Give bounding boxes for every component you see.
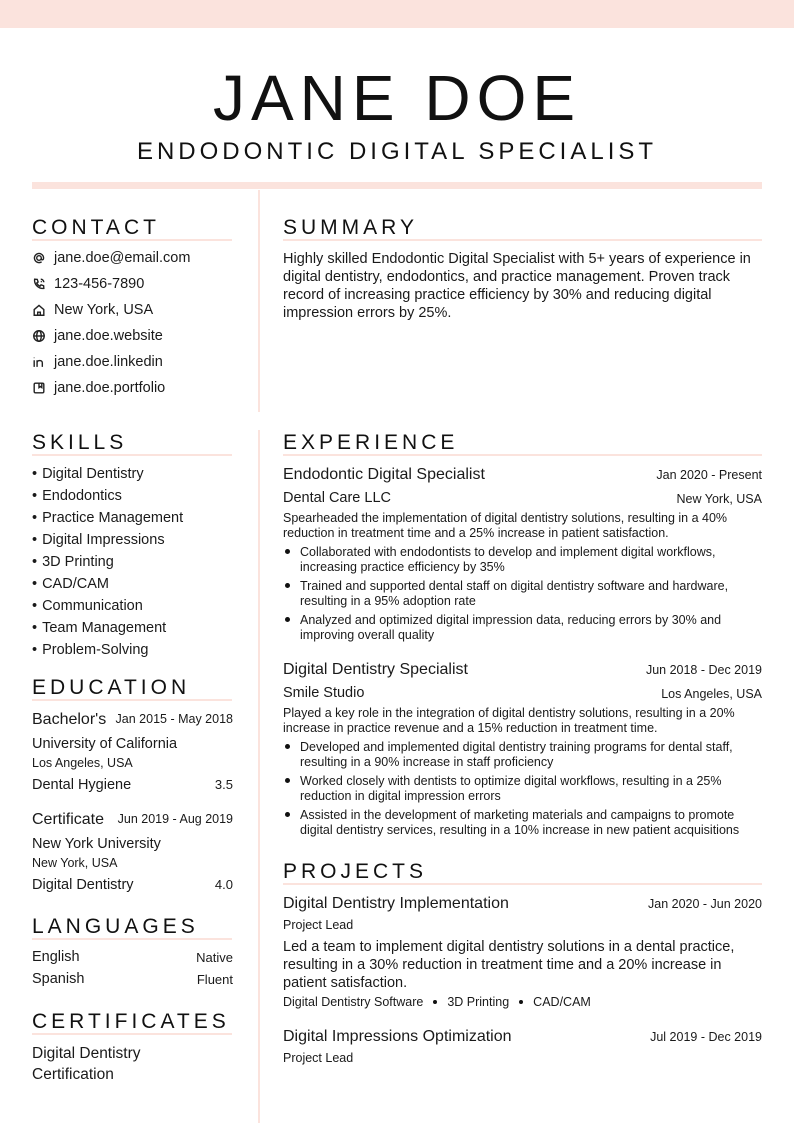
- contact-location-text: New York, USA: [54, 302, 154, 318]
- language-name: English: [32, 949, 80, 965]
- education-heading: EDUCATION: [32, 676, 191, 699]
- skill-item: • Digital Impressions: [32, 531, 165, 549]
- tag-separator: [519, 1000, 523, 1004]
- bullet-text: Analyzed and optimized digital impression data, reducing errors by 30% and improving overall quality: [300, 613, 722, 642]
- skill-item: • Practice Management: [32, 509, 183, 527]
- experience-description: Spearheaded the implementation of digital dentistry solutions, resulting in a 40% reduction in treatment time and a 25% increase in patient satisfaction.: [283, 511, 728, 540]
- bullet-text: Collaborated with endodontists to develop and implement digital workflows, increasing practice efficiency by 35%: [300, 545, 716, 574]
- contact-website[interactable]: [32, 326, 163, 346]
- contact-rule: [32, 239, 232, 241]
- education-dates: Jan 2015 - May 2018: [115, 712, 233, 726]
- job-title: ENDODONTIC DIGITAL SPECIALIST: [136, 138, 658, 165]
- column-divider-top: [258, 190, 260, 412]
- experience-bullet: [283, 808, 763, 838]
- languages-heading: LANGUAGES: [32, 915, 199, 938]
- certificate-name-line1: Digital Dentistry: [32, 1045, 141, 1062]
- experience-company: Dental Care LLC: [283, 490, 391, 506]
- experience-bullet: [283, 613, 763, 643]
- language-level: Native: [196, 950, 233, 965]
- education-location: Los Angeles, USA: [32, 756, 133, 770]
- education-dates: Jun 2019 - Aug 2019: [117, 812, 233, 826]
- experience-dates: Jan 2020 - Present: [656, 468, 762, 482]
- education-gpa: 3.5: [214, 777, 233, 792]
- project-tag: Digital Dentistry Software: [283, 995, 424, 1009]
- project-dates: Jul 2019 - Dec 2019: [650, 1030, 762, 1044]
- project-tag: 3D Printing: [447, 995, 510, 1009]
- candidate-name: JANE DOE: [212, 62, 582, 134]
- project-tag: CAD/CAM: [533, 995, 591, 1009]
- project-description: Led a team to implement digital dentistry solutions in a dental practice, resulting in a 30% reduction in treatment time and a 20% increase in patient satisfaction.: [283, 939, 735, 991]
- tag-separator: [433, 1000, 437, 1004]
- contact-portfolio[interactable]: [32, 378, 165, 398]
- skill-item: • 3D Printing: [32, 553, 114, 571]
- summary-rule: [283, 239, 762, 241]
- certificates-heading: CERTIFICATES: [32, 1010, 230, 1033]
- language-level: Fluent: [196, 972, 233, 987]
- skill-item: • Digital Dentistry: [32, 465, 144, 483]
- experience-bullet: [283, 579, 763, 609]
- skill-item: • Endodontics: [32, 487, 122, 505]
- project-name: Digital Dentistry Implementation: [283, 895, 509, 912]
- experience-dates: Jun 2018 - Dec 2019: [645, 663, 762, 677]
- projects-rule: [283, 883, 762, 885]
- experience-location: New York, USA: [676, 492, 762, 506]
- bullet-text: Assisted in the development of marketing materials and campaigns to promote digital dentistry services, resulting in a 10% increase in new patient acquisitions: [300, 808, 740, 837]
- education-field: Digital Dentistry: [32, 877, 134, 893]
- education-degree: Certificate: [32, 811, 105, 828]
- top-accent-band: [0, 0, 794, 28]
- bullet-text: Developed and implemented digital dentistry training programs for dental staff, resulting in a 90% increase in staff proficiency: [300, 740, 733, 769]
- home-icon: [32, 303, 46, 317]
- contact-phone[interactable]: [32, 274, 144, 294]
- experience-description: Played a key role in the integration of digital dentistry solutions, resulting in a 20% increase in practice revenue and a 15% reduction in treatment time.: [283, 706, 735, 735]
- bullet-text: Trained and supported dental staff on digital dentistry software and hardware, resulting in a 95% adoption rate: [300, 579, 729, 608]
- contact-website-text: jane.doe.website: [54, 328, 163, 344]
- portfolio-icon: [32, 381, 46, 395]
- education-location: New York, USA: [32, 856, 118, 870]
- contact-linkedin-text: jane.doe.linkedin: [54, 354, 163, 370]
- projects-heading: PROJECTS: [283, 860, 428, 883]
- contact-heading: CONTACT: [32, 216, 160, 239]
- project-role: Project Lead: [283, 918, 354, 932]
- education-field: Dental Hygiene: [32, 777, 132, 793]
- skills-rule: [32, 454, 232, 456]
- bullet-text: Worked closely with dentists to optimize digital workflows, resulting in a 25% reduction in digital impression errors: [300, 774, 722, 803]
- contact-phone-text: 123-456-7890: [54, 276, 145, 292]
- column-divider-bottom: [258, 430, 260, 1123]
- experience-location: Los Angeles, USA: [661, 687, 762, 701]
- experience-heading: EXPERIENCE: [283, 431, 459, 454]
- linkedin-icon: [32, 355, 46, 369]
- education-gpa: 4.0: [214, 877, 233, 892]
- experience-company: Smile Studio: [283, 685, 365, 701]
- project-name: Digital Impressions Optimization: [283, 1028, 512, 1045]
- experience-bullet: [283, 740, 763, 770]
- at-icon: [32, 251, 46, 265]
- education-degree: Bachelor's: [32, 711, 107, 728]
- experience-rule: [283, 454, 762, 456]
- project-tags: [283, 995, 591, 1009]
- education-rule: [32, 699, 232, 701]
- phone-icon: [32, 277, 46, 291]
- header-divider: [32, 182, 762, 189]
- certificates-rule: [32, 1033, 232, 1035]
- experience-bullet: [283, 774, 763, 804]
- globe-icon: [32, 329, 46, 343]
- summary-heading: SUMMARY: [283, 216, 418, 239]
- contact-linkedin[interactable]: [32, 352, 163, 372]
- project-dates: Jan 2020 - Jun 2020: [648, 897, 762, 911]
- experience-role: Digital Dentistry Specialist: [283, 661, 468, 678]
- education-school: New York University: [32, 836, 161, 852]
- skill-item: • Problem-Solving: [32, 641, 148, 659]
- skill-item: • Communication: [32, 597, 143, 615]
- contact-portfolio-text: jane.doe.portfolio: [54, 380, 166, 396]
- language-name: Spanish: [32, 971, 85, 987]
- summary-text: Highly skilled Endodontic Digital Specialist with 5+ years of experience in digital dentistry, endodontics, and practice management. Proven track record of increasing practice efficiency by 30% and reducing digital impression errors by 25%.: [283, 251, 751, 321]
- certificate-name-line2: Certification: [32, 1066, 114, 1083]
- skills-heading: SKILLS: [32, 431, 128, 454]
- contact-email-text: jane.doe@email.com: [54, 250, 191, 266]
- languages-rule: [32, 938, 232, 940]
- contact-location: [32, 300, 153, 320]
- experience-bullet: [283, 545, 763, 575]
- skill-item: • Team Management: [32, 619, 166, 637]
- project-role: Project Lead: [283, 1051, 354, 1065]
- contact-email[interactable]: [32, 248, 190, 268]
- skill-item: • CAD/CAM: [32, 575, 109, 593]
- experience-role: Endodontic Digital Specialist: [283, 466, 485, 483]
- education-school: University of California: [32, 736, 178, 752]
